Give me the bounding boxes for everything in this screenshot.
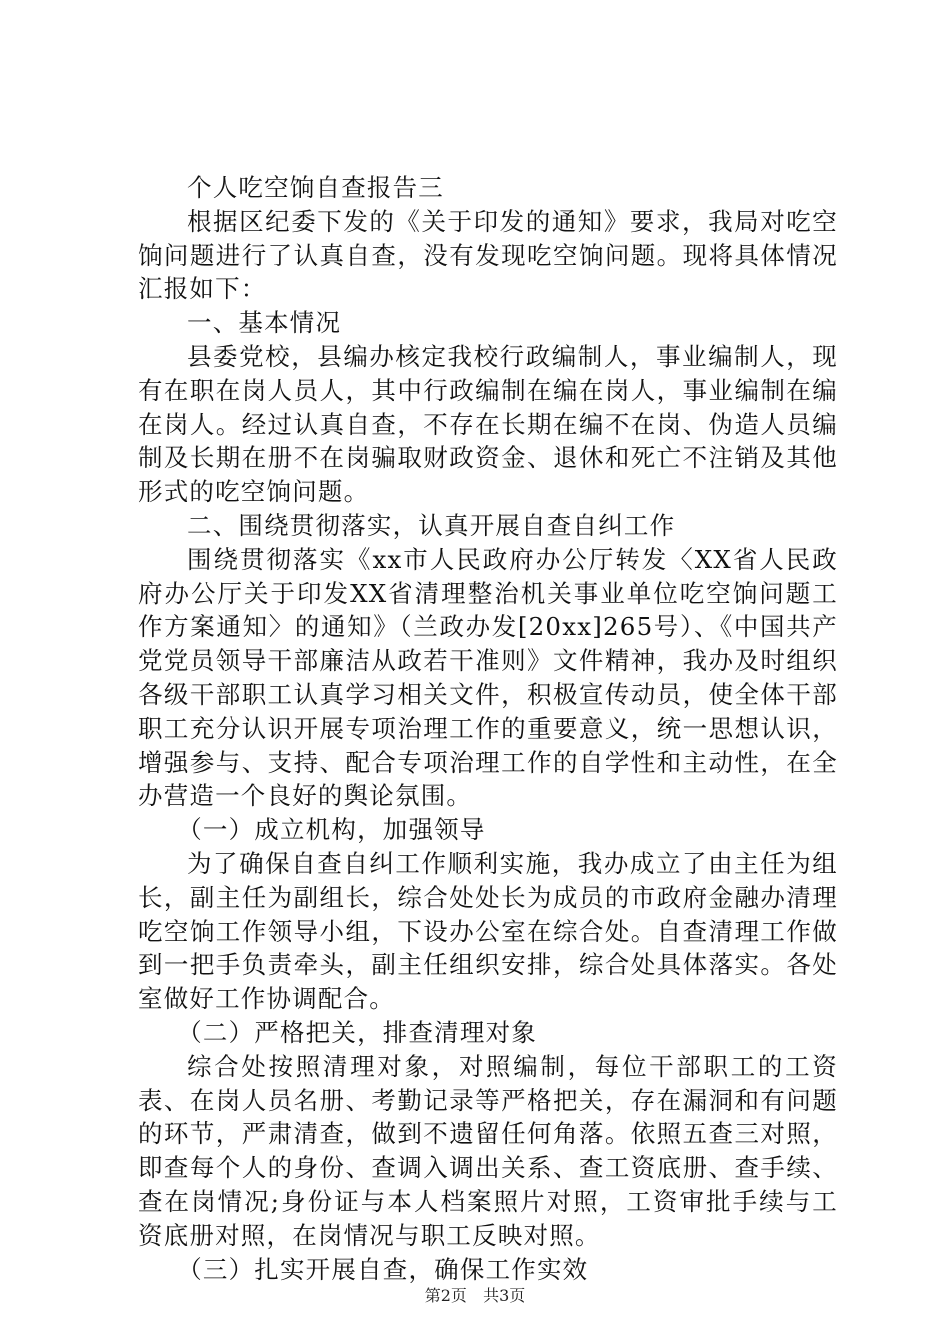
paragraph-organization: 为了确保自查自纠工作顺利实施，我办成立了由主任为组长，副主任为副组长，综合处处长为成员的市政府金融办清理吃空饷工作领导小组，下设办公室在综合处。自查清理工作做到一把手负责牵头，副主任组织安排，综合处具体落实。各处室做好工作协调配合。	[138, 848, 838, 1014]
document-title: 个人吃空饷自查报告三	[187, 173, 444, 202]
document-body	[138, 171, 838, 1286]
subsection-heading-1: （一）成立机构，加强领导	[177, 815, 486, 845]
page-number: 第2页	[424, 1286, 467, 1305]
page-footer	[0, 1286, 950, 1306]
section-heading-basic: 一、基本情况	[187, 308, 342, 338]
page-total: 共3页	[483, 1286, 526, 1305]
section-heading-implementation: 二、围绕贯彻落实，认真开展自查自纠工作	[187, 510, 676, 540]
paragraph-intro: 根据区纪委下发的《关于印发的通知》要求，我局对吃空饷问题进行了认真自查，没有发现吃空饷问题。现将具体情况汇报如下：	[138, 206, 838, 304]
paragraph-implementation: 围绕贯彻落实《xx市人民政府办公厅转发〈XX省人民政府办公厅关于印发XX省清理整治机关事业单位吃空饷问题工作方案通知〉的通知》（兰政办发[20xx]265号）、《中国共产党党员领导干部廉洁从政若干准则》文件精神，我办及时组织各级干部职工认真学习相关文件，积极宣传动员，使全体干部职工充分认识开展专项治理工作的重要意义，统一思想认识，增强参与、支持、配合专项治理工作的自学性和主动性，在全办营造一个良好的舆论氛围。	[138, 544, 838, 811]
paragraph-basic-situation: 县委党校，县编办核定我校行政编制人，事业编制人，现有在职在岗人员人，其中行政编制在编在岗人，事业编制在编在岗人。经过认真自查，不存在长期在编不在岗、伪造人员编制及长期在册不在岗骗取财政资金、退休和死亡不注销及其他形式的吃空饷问题。	[138, 341, 838, 507]
subsection-heading-3: （三）扎实开展自查，确保工作实效	[177, 1254, 589, 1284]
subsection-heading-2: （二）严格把关，排查清理对象	[177, 1017, 537, 1047]
paragraph-inspection: 综合处按照清理对象，对照编制，每位干部职工的工资表、在岗人员名册、考勤记录等严格把关，存在漏洞和有问题的环节，严肃清查，做到不遗留任何角落。依照五查三对照，即查每个人的身份、查调入调出关系、查工资底册、查手续、查在岗情况;身份证与本人档案照片对照，工资审批手续与工资底册对照，在岗情况与职工反映对照。	[138, 1051, 838, 1250]
